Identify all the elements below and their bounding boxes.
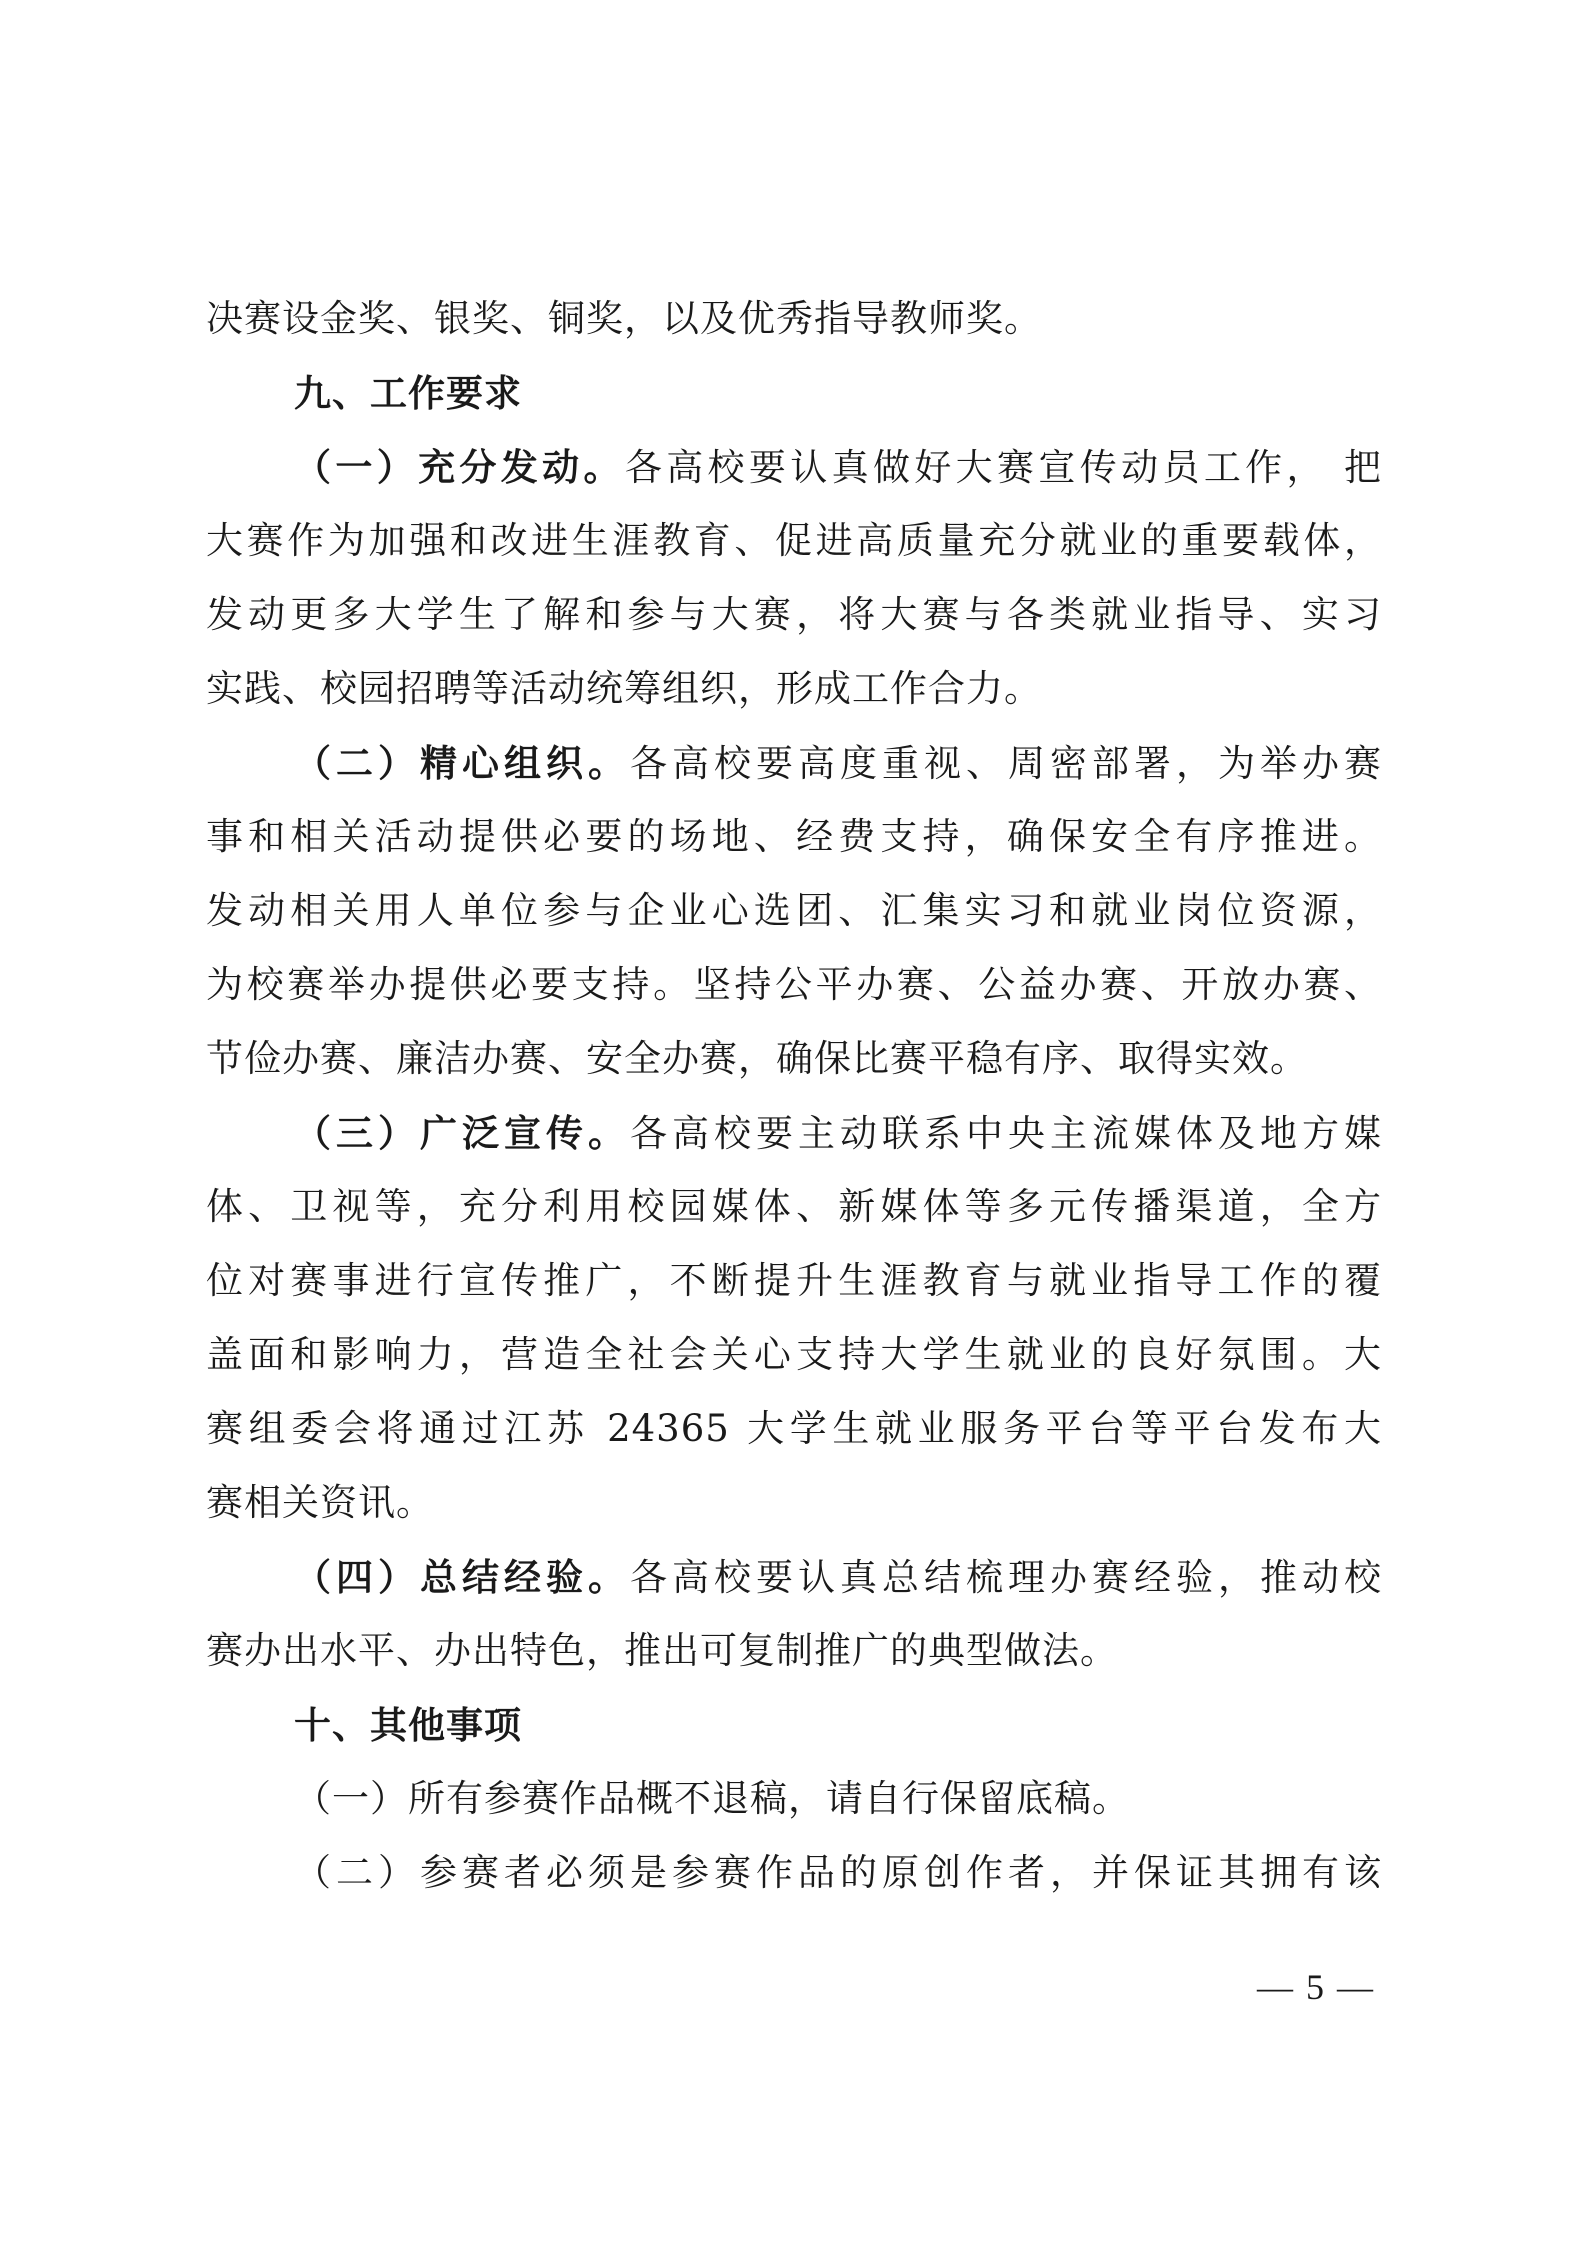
requirement-item-2-text: 各高校要高度重视、周密部署，为举办赛 (630, 742, 1382, 785)
paragraph-continuation: 决赛设金奖、银奖、铜奖，以及优秀指导教师奖。 (206, 297, 1042, 340)
requirement-item-2-line: 节俭办赛、廉洁办赛、安全办赛，确保比赛平稳有序、取得实效。 (206, 1037, 1308, 1080)
other-matters-item-1: （一）所有参赛作品概不退稿，请自行保留底稿。 (294, 1777, 1130, 1820)
requirement-item-2-label: （二）精心组织。 (294, 741, 630, 785)
requirement-item-1-label: （一）充分发动。 (294, 445, 625, 489)
document-body (206, 282, 1382, 1910)
requirement-item-3-line: 赛相关资讯。 (206, 1481, 434, 1524)
other-matters-item-2: （二）参赛者必须是参赛作品的原创作者，并保证其拥有该 (294, 1851, 1382, 1894)
requirement-item-3-line: 赛组委会将通过江苏 24365 大学生就业服务平台等平台发布大 (206, 1407, 1382, 1450)
requirement-item-4-line: 赛办出水平、办出特色，推出可复制推广的典型做法。 (206, 1629, 1118, 1672)
section-heading-work-requirements: 九、工作要求 (294, 371, 522, 415)
requirement-item-3-label: （三）广泛宣传。 (294, 1111, 630, 1155)
requirement-item-4-label: （四）总结经验。 (294, 1555, 630, 1599)
requirement-item-2-line: 为校赛举办提供必要支持。坚持公平办赛、公益办赛、开放办赛、 (206, 963, 1382, 1006)
requirement-item-3-text: 各高校要主动联系中央主流媒体及地方媒 (630, 1112, 1382, 1155)
requirement-item-1-line: 实践、校园招聘等活动统筹组织，形成工作合力。 (206, 667, 1042, 710)
requirement-item-2-first-line (206, 726, 1382, 800)
requirement-item-3-line: 盖面和影响力，营造全社会关心支持大学生就业的良好氛围。大 (206, 1333, 1382, 1376)
requirement-item-2-line: 事和相关活动提供必要的场地、经费支持，确保安全有序推进。 (206, 815, 1382, 858)
requirement-item-1-line: 大赛作为加强和改进生涯教育、促进高质量充分就业的重要载体， (206, 519, 1382, 562)
requirement-item-4-text: 各高校要认真总结梳理办赛经验，推动校 (630, 1556, 1382, 1599)
requirement-item-4-first-line (206, 1540, 1382, 1614)
requirement-item-1-line: 发动更多大学生了解和参与大赛，将大赛与各类就业指导、实习 (206, 593, 1382, 636)
requirement-item-3-first-line (206, 1096, 1382, 1170)
requirement-item-1-text: 各高校要认真做好大赛宣传动员工作， 把 (624, 446, 1382, 489)
requirement-item-1-first-line (206, 430, 1382, 504)
page-number: — 5 — (1257, 1967, 1375, 2007)
requirement-item-3-line: 体、卫视等，充分利用校园媒体、新媒体等多元传播渠道，全方 (206, 1185, 1382, 1228)
requirement-item-2-line: 发动相关用人单位参与企业心选团、汇集实习和就业岗位资源， (206, 889, 1382, 932)
section-heading-other-matters: 十、其他事项 (294, 1703, 522, 1747)
requirement-item-3-line: 位对赛事进行宣传推广，不断提升生涯教育与就业指导工作的覆 (206, 1259, 1382, 1302)
